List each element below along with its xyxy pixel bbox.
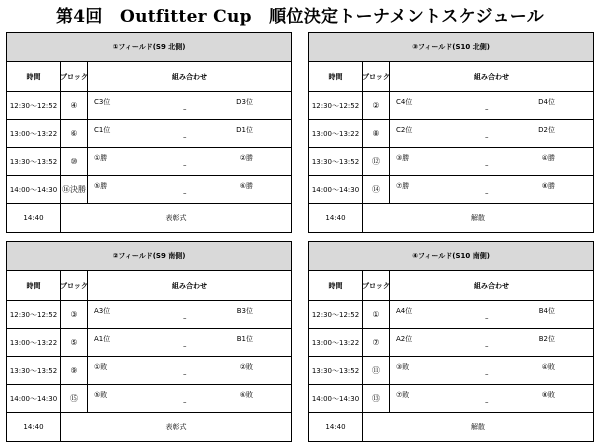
match-header: 組み合わせ (474, 72, 509, 81)
block-header: ブロック (363, 271, 390, 300)
match-cell (390, 357, 593, 384)
table-row (309, 329, 593, 357)
team-b: D4位 (538, 98, 555, 106)
block-cell: ② (363, 92, 390, 119)
table-row (7, 301, 291, 329)
match-cell (88, 148, 291, 175)
team-b: D1位 (236, 126, 253, 134)
versus-dash: – (183, 370, 187, 378)
time-header: 時間 (309, 62, 363, 91)
closing-row (7, 413, 291, 441)
table-row (7, 92, 291, 120)
team-b: B2位 (538, 335, 555, 343)
field-heading: ③フィールド(S10 北側) (309, 33, 593, 62)
block-cell: ⑭ (363, 176, 390, 203)
versus-dash: – (183, 161, 187, 169)
block-header: ブロック (363, 62, 390, 91)
block-cell: ⑤ (61, 329, 88, 356)
time-cell: 14:00〜14:30 (309, 385, 363, 412)
time-cell: 12:30〜12:52 (309, 92, 363, 119)
table-row (309, 301, 593, 329)
table-row (7, 329, 291, 357)
team-a: C3位 (94, 98, 111, 106)
team-b: ④勝 (541, 154, 555, 162)
time-cell: 13:00〜13:22 (309, 120, 363, 147)
time-cell: 13:30〜13:52 (309, 357, 363, 384)
team-b: B1位 (236, 335, 253, 343)
block-header: ブロック (61, 62, 88, 91)
match-cell (88, 176, 291, 203)
match-cell (390, 148, 593, 175)
versus-dash: – (485, 161, 489, 169)
match-cell (390, 92, 593, 119)
column-header-row (309, 271, 593, 301)
match-header: 組み合わせ (474, 281, 509, 290)
block-cell: ① (363, 301, 390, 328)
match-cell (88, 385, 291, 412)
table-row (309, 92, 593, 120)
team-a: ③敗 (396, 363, 410, 371)
versus-dash: – (183, 398, 187, 406)
match-cell (88, 301, 291, 328)
table-row (309, 120, 593, 148)
time-header: 時間 (7, 62, 61, 91)
team-b: ⑧敗 (541, 391, 555, 399)
match-cell (390, 329, 593, 356)
time-cell: 13:00〜13:22 (7, 329, 61, 356)
match-cell (390, 301, 593, 328)
column-header-row (7, 62, 291, 92)
time-cell: 13:30〜13:52 (7, 357, 61, 384)
field-heading: ④フィールド(S10 南側) (309, 242, 593, 271)
time-cell: 13:30〜13:52 (7, 148, 61, 175)
time-cell: 14:40 (7, 204, 61, 232)
versus-dash: – (485, 370, 489, 378)
time-header: 時間 (309, 271, 363, 300)
versus-dash: – (485, 133, 489, 141)
block-cell: ⑮ (61, 385, 88, 412)
table-row (309, 357, 593, 385)
match-cell (88, 329, 291, 356)
block-header: ブロック (61, 271, 88, 300)
block-cell: ⑫ (363, 148, 390, 175)
time-cell: 12:30〜12:52 (7, 301, 61, 328)
time-cell: 13:00〜13:22 (7, 120, 61, 147)
schedule-table-field-2 (6, 241, 292, 442)
closing-row (309, 413, 593, 441)
versus-dash: – (485, 398, 489, 406)
block-cell: ⑯決勝 (61, 176, 88, 203)
page-title: 第4回 Outfitter Cup 順位決定トーナメントスケジュール (55, 7, 545, 27)
block-cell: ③ (61, 301, 88, 328)
team-a: A4位 (396, 307, 413, 315)
closing-event: 表彰式 (165, 423, 187, 431)
schedule-table-field-3 (308, 32, 594, 233)
match-header: 組み合わせ (172, 72, 207, 81)
block-cell: ⑩ (61, 148, 88, 175)
team-b: D2位 (538, 126, 555, 134)
team-b: ②敗 (239, 363, 253, 371)
time-header: 時間 (7, 271, 61, 300)
table-row (7, 176, 291, 204)
time-cell: 14:40 (309, 413, 363, 441)
time-cell: 14:00〜14:30 (7, 385, 61, 412)
time-cell: 14:40 (309, 204, 363, 232)
team-a: C1位 (94, 126, 111, 134)
versus-dash: – (183, 314, 187, 322)
match-header: 組み合わせ (172, 281, 207, 290)
match-cell (390, 176, 593, 203)
match-cell (390, 385, 593, 412)
field-heading: ②フィールド(S9 南側) (7, 242, 291, 271)
team-b: ④敗 (541, 363, 555, 371)
team-a: ⑤敗 (94, 391, 108, 399)
schedule-table-field-4 (308, 241, 594, 442)
versus-dash: – (485, 314, 489, 322)
table-row (7, 120, 291, 148)
block-cell: ⑧ (363, 120, 390, 147)
table-row (309, 148, 593, 176)
closing-row (7, 204, 291, 232)
closing-event: 表彰式 (165, 214, 187, 222)
time-cell: 12:30〜12:52 (309, 301, 363, 328)
time-cell: 14:00〜14:30 (7, 176, 61, 203)
closing-event: 解散 (471, 423, 485, 431)
table-row (309, 385, 593, 413)
versus-dash: – (485, 189, 489, 197)
team-a: ①敗 (94, 363, 108, 371)
team-a: A3位 (94, 307, 111, 315)
team-a: C4位 (396, 98, 413, 106)
team-a: ③勝 (396, 154, 410, 162)
team-a: ⑤勝 (94, 182, 108, 190)
match-cell (88, 357, 291, 384)
closing-event: 解散 (471, 214, 485, 222)
match-cell (390, 120, 593, 147)
time-cell: 13:30〜13:52 (309, 148, 363, 175)
table-row (309, 176, 593, 204)
closing-row (309, 204, 593, 232)
table-row (7, 148, 291, 176)
versus-dash: – (485, 105, 489, 113)
column-header-row (309, 62, 593, 92)
team-a: C2位 (396, 126, 413, 134)
schedule-table-field-1 (6, 32, 292, 233)
team-b: ⑥敗 (239, 391, 253, 399)
match-cell (88, 120, 291, 147)
time-cell: 14:40 (7, 413, 61, 441)
block-cell: ⑪ (363, 357, 390, 384)
versus-dash: – (183, 189, 187, 197)
time-cell: 12:30〜12:52 (7, 92, 61, 119)
time-cell: 13:00〜13:22 (309, 329, 363, 356)
team-b: ⑥勝 (239, 182, 253, 190)
column-header-row (7, 271, 291, 301)
match-cell (88, 92, 291, 119)
team-a: A1位 (94, 335, 111, 343)
team-a: ①勝 (94, 154, 108, 162)
versus-dash: – (183, 133, 187, 141)
block-cell: ⑥ (61, 120, 88, 147)
team-b: B4位 (538, 307, 555, 315)
team-a: ⑦敗 (396, 391, 410, 399)
block-cell: ④ (61, 92, 88, 119)
time-cell: 14:00〜14:30 (309, 176, 363, 203)
team-b: ⑧勝 (541, 182, 555, 190)
field-heading: ①フィールド(S9 北側) (7, 33, 291, 62)
block-cell: ⑬ (363, 385, 390, 412)
block-cell: ⑦ (363, 329, 390, 356)
versus-dash: – (183, 342, 187, 350)
team-a: ⑦勝 (396, 182, 410, 190)
team-b: D3位 (236, 98, 253, 106)
team-b: B3位 (236, 307, 253, 315)
versus-dash: – (485, 342, 489, 350)
team-a: A2位 (396, 335, 413, 343)
team-b: ②勝 (239, 154, 253, 162)
block-cell: ⑨ (61, 357, 88, 384)
table-row (7, 385, 291, 413)
versus-dash: – (183, 105, 187, 113)
table-row (7, 357, 291, 385)
